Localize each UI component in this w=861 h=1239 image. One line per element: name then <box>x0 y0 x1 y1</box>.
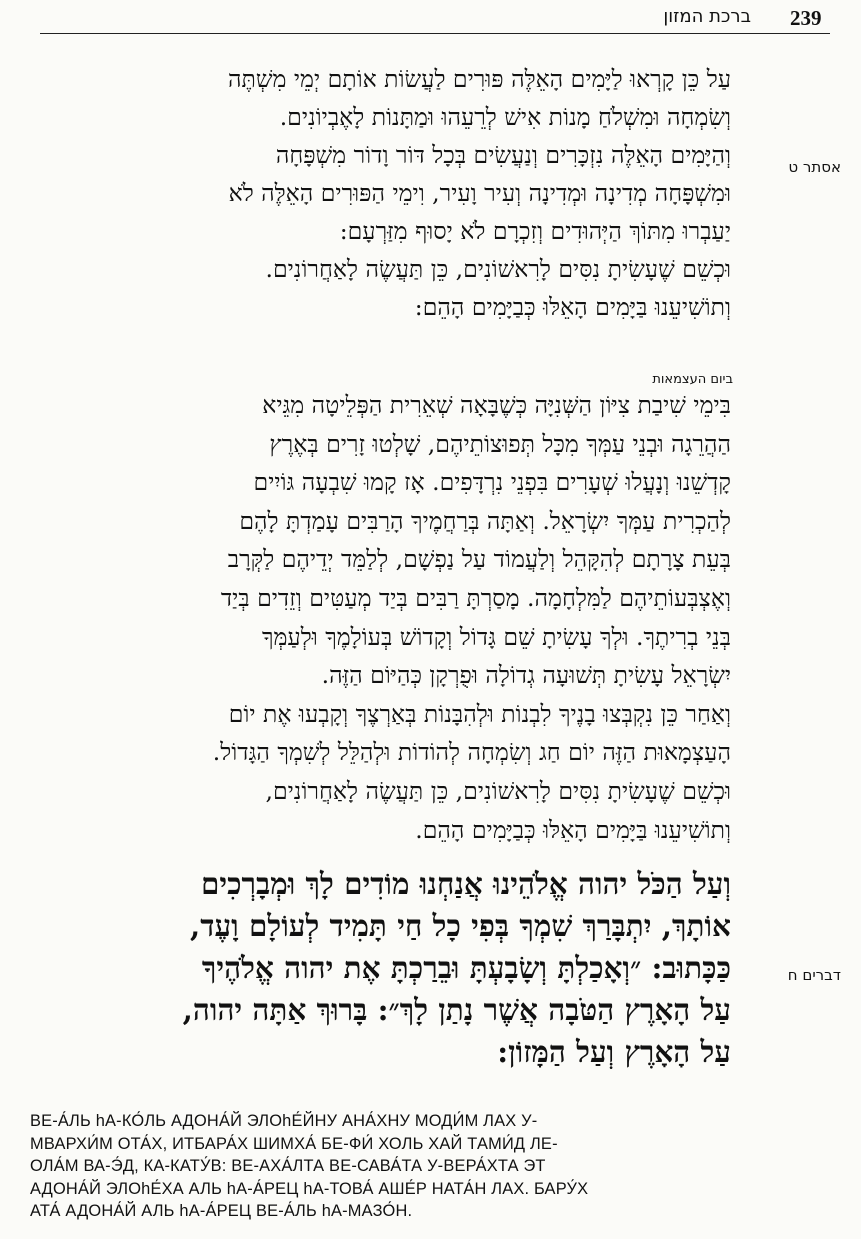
text-line: יַעַבְרוּ מִתּוֹךְ הַיְּהוּדִים וְזִכְרָם לֹא יָסוּף מִזַּרְעָם: <box>339 217 731 245</box>
header-rule <box>40 33 830 34</box>
text-line: וְשִׂמְחָה וּמִשְׁלֹחַ מָנוֹת אִישׁ לְרֵעֵהוּ וּמַתָּנוֹת לָאֶבְיוֹנִים. <box>279 103 731 131</box>
text-line: וּמִשְׁפָּחָה מְדִינָה וּמְדִינָה וְעִיר וָעִיר, וִימֵי הַפּוּרִים הָאֵלֶּה לֹא <box>228 179 731 207</box>
transliteration-block <box>30 1110 710 1223</box>
text-line: בִּימֵי שִׁיבַת צִיּוֹן הַשְּׁנִיָּה כְּשֶׁבָּאָה שְׁאֵרִית הַפְּלֵיטָה מִגֵּיא <box>262 391 731 419</box>
text-line: עַל כֵּן קָרְאוּ לַיָּמִים הָאֵלֶּה פּוּרִים לַעֲשׂוֹת אוֹתָם יְמֵי מִשְׁתֶּה <box>227 65 731 93</box>
transliteration-line: МВАРХИ́М ОТА́Х, ИТБАРА́Х ШИМХА́ БЕ-ФИ́ ХОЛЬ ХАЙ ТАМИ́Д ЛЕ- <box>30 1134 558 1153</box>
transliteration-line: АДОНА́Й ЭЛОhЕ́ХА АЛЬ hА-А́РЕЦ hА-ТОВА́ АШЕ́Р НАТА́Н ЛАХ. БАРУ́Х <box>30 1179 589 1198</box>
text-line: לְהַכְרִית עַמְּךָ יִשְׂרָאֵל. וְאַתָּה בְּרַחֲמֶיךָ הָרַבִּים עָמַדְתָּ לָהֶם <box>239 506 731 535</box>
text-line: קָדְשֵׁנוּ וְנָעֲלוּ שְׁעָרִים בִּפְנֵי נִרְדָּפִים. אָז קָמוּ שִׁבְעָה גּוֹיִים <box>253 468 731 497</box>
transliteration-line: ВЕ-А́ЛЬ hА-КО́ЛЬ АДОНА́Й ЭЛОhЕ́ЙНУ АНА́ХНУ МОДИ́М ЛАХ У- <box>30 1112 538 1130</box>
blessing-paragraph <box>20 863 731 1073</box>
text-line: הַהֲרֵגָה וּבְנֵי עַמְּךָ מִכָּל תְּפוּצוֹתֵיהֶם, שָׁלְטוּ זָרִים בְּאֶרֶץ <box>269 429 731 458</box>
section-label-atzmaut: ביום העצמאות <box>652 372 733 387</box>
purim-paragraph <box>20 60 731 326</box>
text-line: וְהַיָּמִים הָאֵלֶּה נִזְכָּרִים וְנַעֲשִׂים בְּכָל דּוֹר וָדוֹר מִשְׁפָּחָה <box>275 141 731 169</box>
text-line: וְאַחַר כֵּן נִקְבְּצוּ בָנֶיךָ לִבְנוֹת וּלְהִבָּנוֹת בְּאַרְצֶךָ וְקָבְעוּ אֶת יוֹם <box>228 699 731 728</box>
text-line: כַּכָּתוּב: ״וְאָכַלְתָּ וְשָׂבָעְתָּ וּבֵרַכְתָּ אֶת יהוה אֱלֹהֶיךָ <box>201 950 731 985</box>
running-head-title: ברכת המזון <box>663 6 751 27</box>
margin-note-esther: אסתר ט <box>788 158 841 176</box>
text-line: אוֹתָךְ, יִתְבָּרַךְ שִׁמְךָ בְּפִי כָל חַי תָּמִיד לְעוֹלָם וָעֶד, <box>190 908 731 943</box>
text-line: וְעַל הַכֹּל יהוה אֱלֹהֵינוּ אֲנַחְנוּ מוֹדִים לָךְ וּמְבָרְכִים <box>200 866 731 901</box>
text-line: וּכְשֵׁם שֶׁעָשִׂיתָ נִסִּים לָרִאשׁוֹנִים, כֵּן תַּעֲשֶׂה לָאַחֲרוֹנִים. <box>265 255 731 283</box>
text-line: עַל הָאָרֶץ וְעַל הַמָּזוֹן: <box>497 1034 731 1069</box>
text-line: בְּעֵת צָרָתָם לְהִקָּהֵל וְלַעֲמוֹד עַל נַפְשָׁם, לְלַמֵּד יְדֵיהֶם לַקְּרָב <box>227 545 731 574</box>
text-line: וּכְשֵׁם שֶׁעָשִׂיתָ נִסִּים לָרִאשׁוֹנִים, כֵּן תַּעֲשֶׂה לָאַחֲרוֹנִים, <box>265 776 731 805</box>
text-line: וְאֶצְבְּעוֹתֵיהֶם לַמִּלְחָמָה. מָסַרְתָּ רַבִּים בְּיַד מְעַטִּים וְזֵדִים בְּיַד <box>220 583 731 612</box>
text-line: בְּנֵי בְרִיתֶךָ. וּלְךָ עָשִׂיתָ שֵׁם גָּדוֹל וְקָדוֹשׁ בְּעוֹלָמֶךָ וּלְעַמְּךָ <box>261 622 731 651</box>
text-line: הָעַצְמָאוּת הַזֶּה יוֹם חַג וְשִׂמְחָה לְהוֹדוֹת וּלְהַלֵּל לְשִׁמְךָ הַגָּדוֹל. <box>212 738 731 767</box>
transliteration-line: АТА́ АДОНА́Й АЛЬ hА-А́РЕЦ ВЕ-А́ЛЬ hА-МАЗО́Н. <box>30 1202 413 1220</box>
text-line: יִשְׂרָאֵל עָשִׂיתָ תְּשׁוּעָה גְדוֹלָה וּפֻרְקָן כְּהַיּוֹם הַזֶּה. <box>321 661 731 690</box>
text-line: וְתוֹשִׁיעֵנוּ בַּיָּמִים הָאֵלּוּ כְּבַיָּמִים הָהֵם: <box>414 293 731 321</box>
text-line: וְתוֹשִׁיעֵנוּ בַּיָּמִים הָאֵלּוּ כְּבַיָּמִים הָהֵם. <box>415 815 731 844</box>
margin-note-devarim: דברים ח <box>787 966 841 984</box>
atzmaut-paragraph <box>20 386 731 849</box>
text-line: עַל הָאָרֶץ הַטֹּבָה אֲשֶׁר נָתַן לָךְ״: בָּרוּךְ אַתָּה יהוה, <box>182 992 731 1027</box>
transliteration-line: ОЛА́М ВА-Э́Д, КА-КАТУ́В: ВЕ-АХА́ЛТА ВЕ-САВА́ТА У-ВЕРА́ХТА ЭТ <box>30 1157 546 1175</box>
page-number: 239 <box>790 6 822 30</box>
